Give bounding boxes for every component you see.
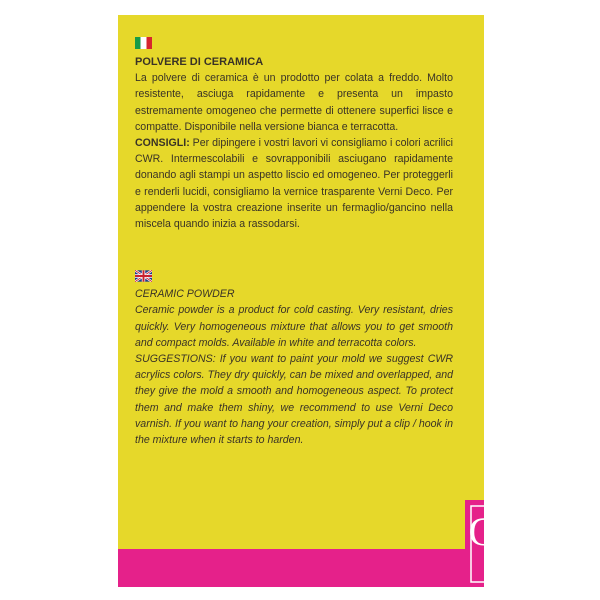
uk-flag-icon bbox=[135, 270, 152, 282]
english-tips: SUGGESTIONS: If you want to paint your mold we suggest CWR acrylics colors. They dry quickly, can be mixed and overlapped, and they give the mold a smooth and homogeneous aspect. To protect them and make them shiny, we recommend to use Verni Deco varnish. If you want to hang your creation, simply put a clip / hook in the mixture when it starts to harden. bbox=[135, 353, 453, 447]
italian-tips-label: CONSIGLI: bbox=[135, 137, 190, 150]
italian-tips bbox=[135, 135, 453, 232]
label-text-block bbox=[135, 37, 453, 448]
italian-title: POLVERE DI CERAMICA bbox=[135, 56, 264, 68]
product-label-panel bbox=[118, 15, 542, 587]
english-intro: Ceramic powder is a product for cold casting. Very resistant, dries quickly. Very homogeneous mixture that allows you to get smooth and compact molds. Available in white and terracotta colors. bbox=[135, 304, 453, 349]
pink-footer-bar bbox=[118, 549, 484, 587]
cwr-logo-letters: CWR bbox=[468, 509, 542, 554]
cwr-logo: CWR MILANO bbox=[465, 500, 484, 587]
english-title: CERAMIC POWDER bbox=[135, 288, 235, 301]
italian-intro: La polvere di ceramica è un prodotto per colata a freddo. Molto resistente, asciuga rapidamente e presenta un impasto estremamente omogeneo che permette di ottenere superfici lisce e compatte. Disponibile nella versione bianca e terracotta. bbox=[135, 72, 453, 133]
italian-tips-text: Per dipingere i vostri lavori vi consigliamo i colori acrilici CWR. Intermescolabili e sovrapponibili asciugano rapidamente donando agli stampi un aspetto liscio ed omogeneo. Per proteggerli e renderli lucidi, consigliamo la vernice trasparente Verni Deco. Per appendere la vostra creazione inserite un fermaglio/gancino nella miscela quando inizia a rassodarsi. bbox=[135, 137, 453, 231]
english-section bbox=[135, 270, 453, 448]
italian-flag-icon bbox=[135, 37, 152, 49]
